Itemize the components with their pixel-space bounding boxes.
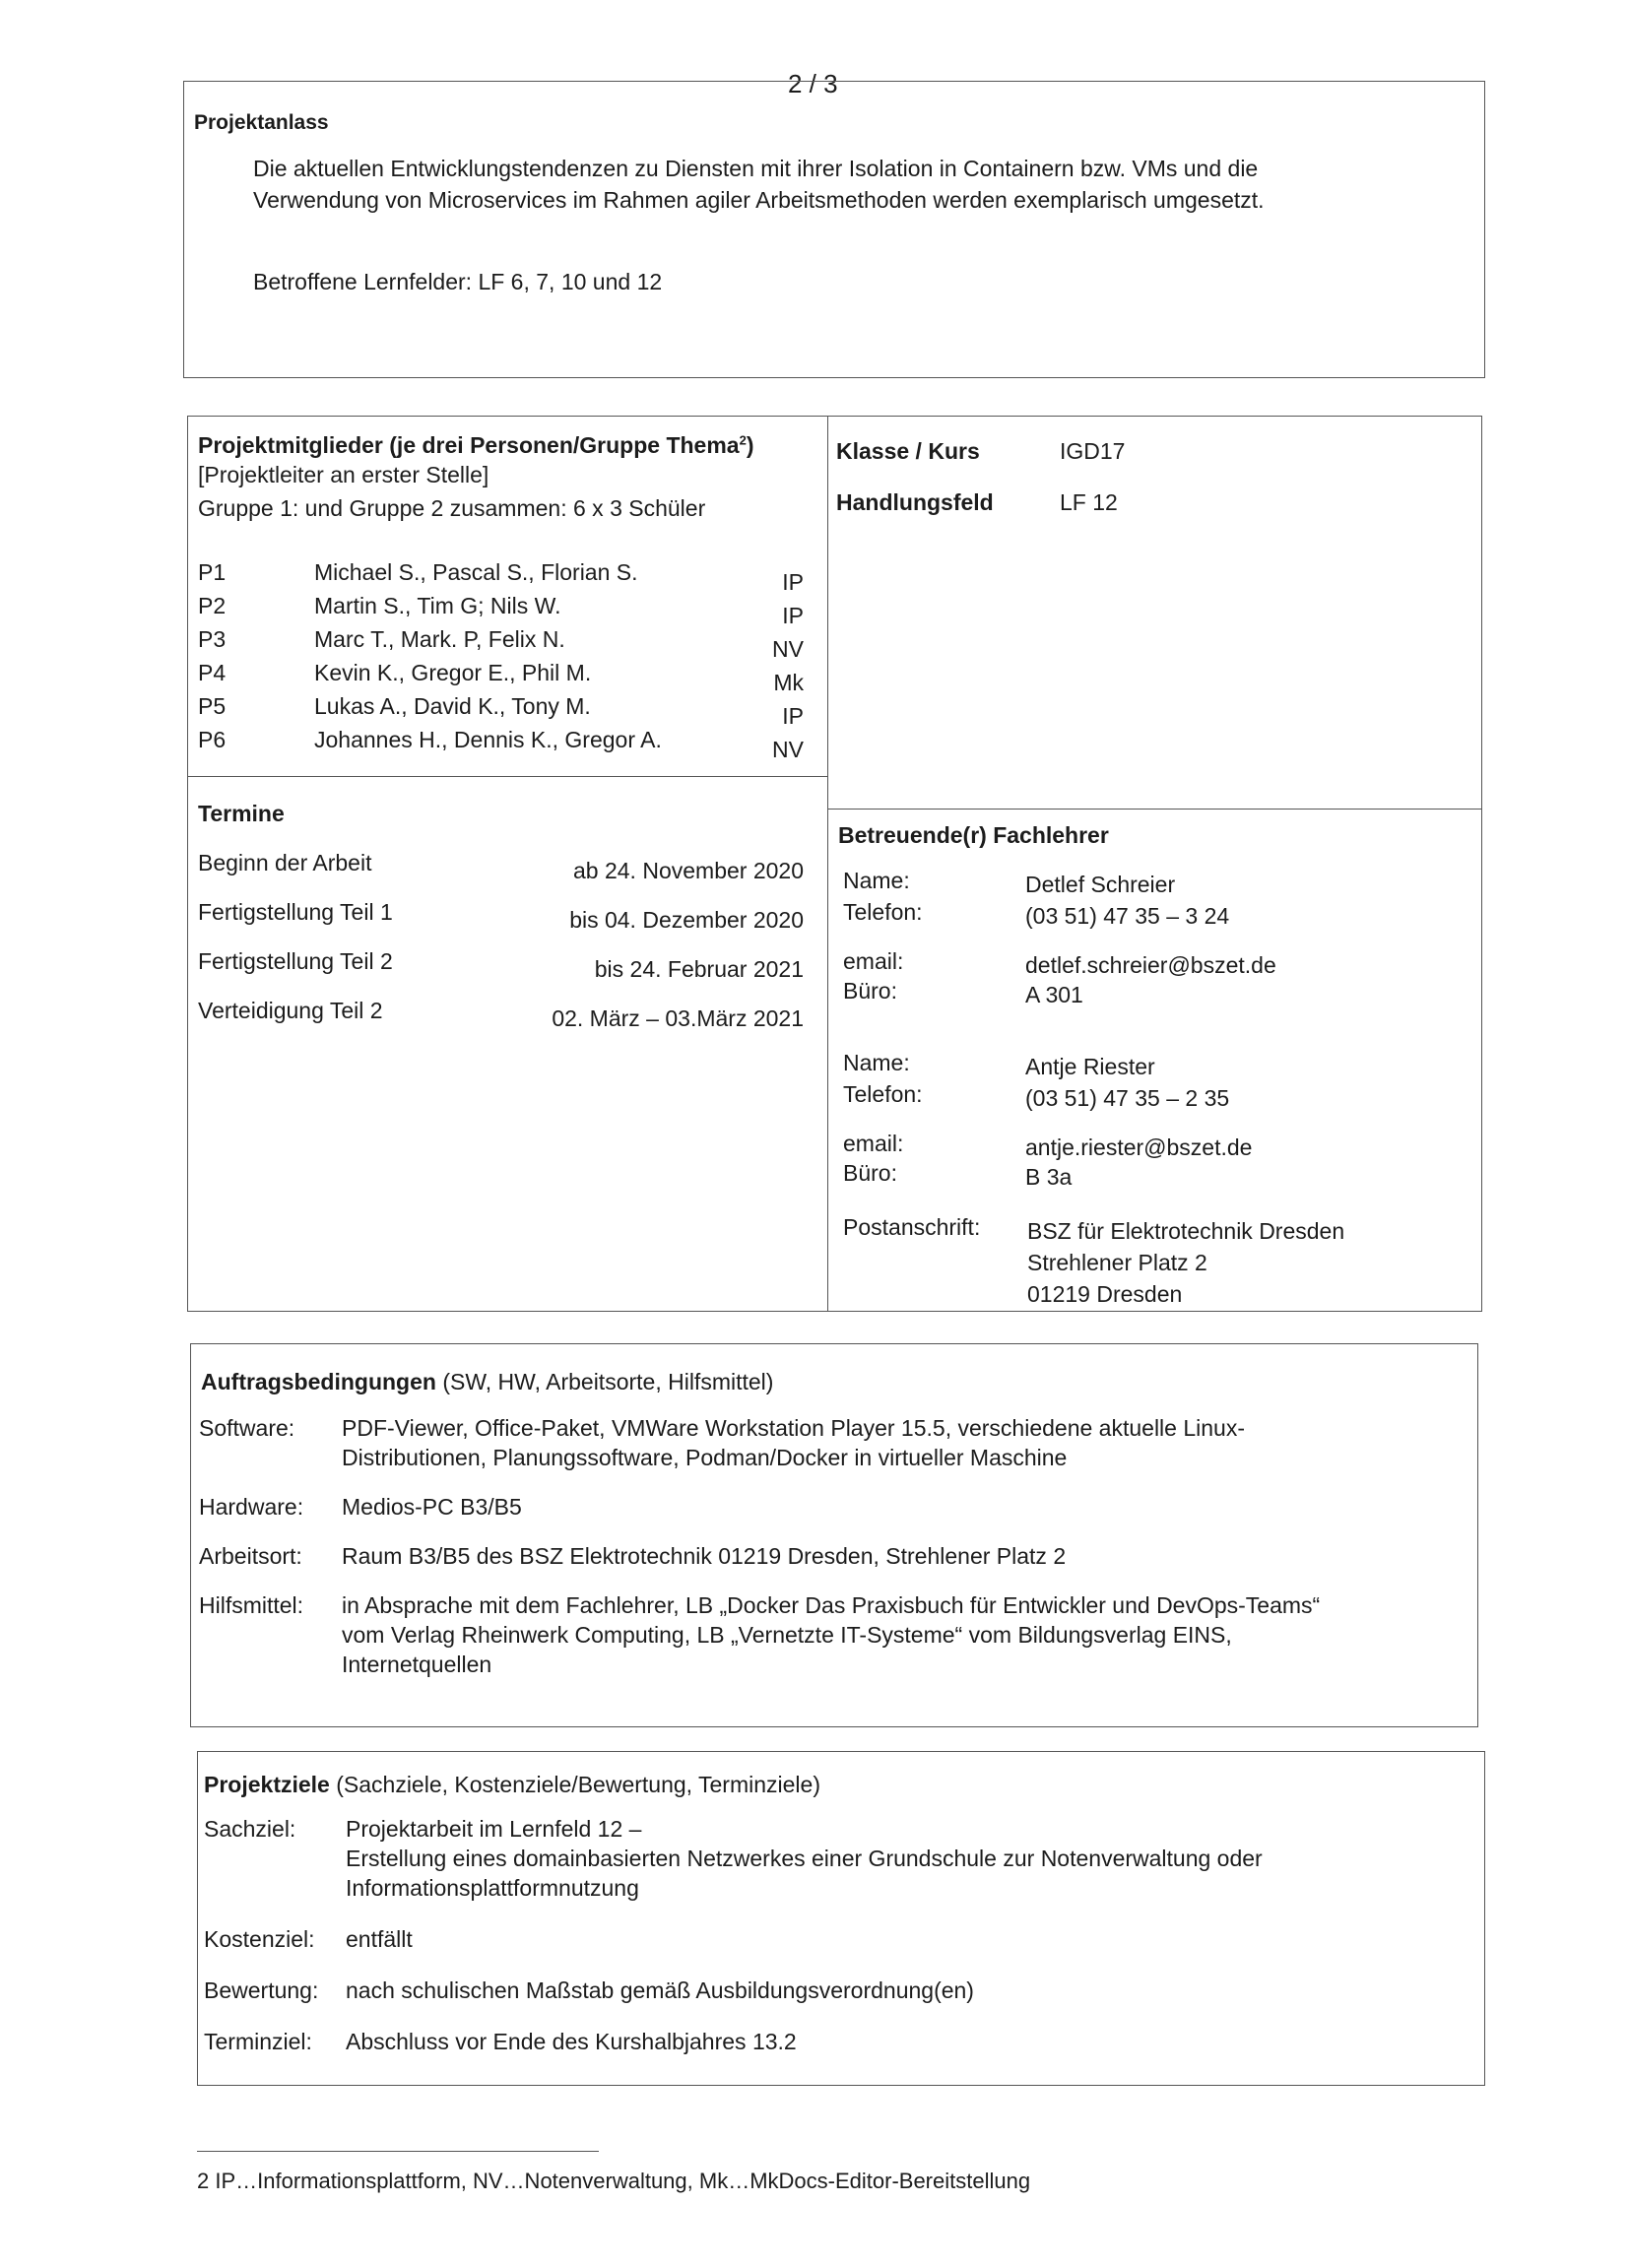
projekt-info-section: [187, 416, 1482, 1312]
teacher-email: antje.riester@bszet.de: [1025, 1134, 1253, 1160]
group-topic: IP: [782, 569, 804, 595]
group-names: Marc T., Mark. P, Felix N.: [314, 626, 565, 652]
group-names: Martin S., Tim G; Nils W.: [314, 593, 561, 618]
handlungsfeld-label: Handlungsfeld: [836, 489, 994, 515]
group-id: P4: [198, 660, 227, 685]
auftrag-heading: [201, 1369, 773, 1395]
ziele-row-label: Terminziel:: [204, 2029, 312, 2054]
auftrag-row-label: Hilfsmittel:: [199, 1592, 304, 1618]
ziele-row-label: Sachziel:: [204, 1816, 296, 1842]
auftrag-row-text: in Absprache mit dem Fachlehrer, LB „Docker Das Praxisbuch für Entwickler und DevOps-Teams“: [342, 1592, 1321, 1618]
auftrag-row-text: PDF-Viewer, Office-Paket, VMWare Workstation Player 15.5, verschiedene aktuelle Linux-: [342, 1415, 1245, 1441]
group-topic: IP: [782, 703, 804, 729]
postanschrift-line: 01219 Dresden: [1027, 1281, 1183, 1307]
auftrag-row-text: Distributionen, Planungssoftware, Podman/Docker in virtueller Maschine: [342, 1445, 1068, 1470]
auftrag-row-text: Medios-PC B3/B5: [342, 1494, 522, 1520]
teacher-name: Detlef Schreier: [1025, 872, 1176, 897]
teacher-name-label: Name:: [843, 1050, 910, 1075]
klasse-label: Klasse / Kurs: [836, 438, 980, 464]
ziele-heading: [204, 1772, 820, 1798]
teacher-email: detlef.schreier@bszet.de: [1025, 952, 1276, 978]
ziele-row-label: Kostenziel:: [204, 1926, 315, 1952]
projektanlass-section: [183, 81, 1485, 378]
ziele-heading-rest: (Sachziele, Kostenziele/Bewertung, Terminziele): [329, 1772, 820, 1797]
auftrag-row-label: Arbeitsort:: [199, 1543, 302, 1569]
postanschrift-label: Postanschrift:: [843, 1214, 981, 1240]
ziele-row-text: nach schulischen Maßstab gemäß Ausbildungsverordnung(en): [346, 1977, 974, 2003]
auftrag-row-label: Hardware:: [199, 1494, 304, 1520]
klasse-value: IGD17: [1060, 438, 1126, 464]
auftrag-row-label: Software:: [199, 1415, 295, 1441]
footnote-separator: [197, 2151, 599, 2152]
page-number: 2 / 3: [788, 69, 838, 98]
auftrag-heading-rest: (SW, HW, Arbeitsorte, Hilfsmittel): [435, 1369, 774, 1394]
termin-label: Fertigstellung Teil 2: [198, 948, 393, 974]
termin-value: bis 24. Februar 2021: [594, 956, 804, 982]
termin-value: bis 04. Dezember 2020: [569, 907, 804, 933]
teacher-buero-label: Büro:: [843, 1160, 897, 1186]
termin-label: Verteidigung Teil 2: [198, 998, 383, 1023]
teacher-buero: A 301: [1025, 982, 1083, 1007]
group-topic: NV: [772, 636, 804, 662]
teacher-name-label: Name:: [843, 868, 910, 893]
mitglieder-heading: [198, 432, 754, 459]
teacher-telefon: (03 51) 47 35 – 3 24: [1025, 903, 1230, 929]
group-topic: IP: [782, 603, 804, 628]
ziele-row-text: Erstellung eines domainbasierten Netzwerkes einer Grundschule zur Notenverwaltung oder: [346, 1846, 1263, 1871]
footnote: 2 IP…Informationsplattform, NV…Notenverwaltung, Mk…MkDocs-Editor-Bereitstellung: [197, 2169, 1031, 2193]
teacher-telefon-label: Telefon:: [843, 1081, 923, 1107]
teacher-buero-label: Büro:: [843, 978, 897, 1004]
group-id: P6: [198, 727, 227, 752]
termine-divider-left: [188, 776, 827, 777]
mitglieder-heading-end: ): [746, 432, 754, 458]
auftrag-heading-bold: Auftragsbedingungen: [201, 1369, 436, 1394]
ziele-row-label: Bewertung:: [204, 1977, 319, 2003]
ziele-row-text: Informationsplattformnutzung: [346, 1875, 639, 1901]
fachlehrer-heading: Betreuende(r) Fachlehrer: [838, 822, 1109, 848]
group-id: P2: [198, 593, 227, 618]
termin-label: Beginn der Arbeit: [198, 850, 372, 875]
group-id: P5: [198, 693, 227, 719]
group-topic: NV: [772, 737, 804, 762]
auftrag-row-text: Internetquellen: [342, 1652, 492, 1677]
ziele-row-text: entfällt: [346, 1926, 413, 1952]
group-names: Lukas A., David K., Tony M.: [314, 693, 591, 719]
group-names: Kevin K., Gregor E., Phil M.: [314, 660, 592, 685]
footnote-ref: 2: [739, 432, 747, 448]
teacher-telefon-label: Telefon:: [843, 899, 923, 925]
group-names: Michael S., Pascal S., Florian S.: [314, 559, 638, 585]
auftrag-row-text: Raum B3/B5 des BSZ Elektrotechnik 01219 Dresden, Strehlener Platz 2: [342, 1543, 1067, 1569]
ziele-row-text: Projektarbeit im Lernfeld 12 –: [346, 1816, 642, 1842]
ziele-row-text: Abschluss vor Ende des Kurshalbjahres 13.2: [346, 2029, 797, 2054]
mitglieder-subline-1: [Projektleiter an erster Stelle]: [198, 462, 489, 487]
teacher-email-label: email:: [843, 948, 904, 974]
group-topic: Mk: [773, 670, 804, 695]
teacher-telefon: (03 51) 47 35 – 2 35: [1025, 1085, 1230, 1111]
projektanlass-heading: Projektanlass: [194, 111, 329, 134]
termin-label: Fertigstellung Teil 1: [198, 899, 393, 925]
termin-value: ab 24. November 2020: [573, 858, 804, 883]
group-names: Johannes H., Dennis K., Gregor A.: [314, 727, 662, 752]
fachlehrer-divider-right: [827, 809, 1481, 810]
projektanlass-text-1: Die aktuellen Entwicklungstendenzen zu Diensten mit ihrer Isolation in Containern bzw. VMs und die: [253, 156, 1259, 181]
teacher-buero: B 3a: [1025, 1164, 1073, 1190]
group-id: P3: [198, 626, 227, 652]
auftrag-row-text: vom Verlag Rheinwerk Computing, LB „Vernetzte IT-Systeme“ vom Bildungsverlag EINS,: [342, 1622, 1232, 1648]
termin-value: 02. März – 03.März 2021: [552, 1005, 804, 1031]
teacher-name: Antje Riester: [1025, 1054, 1155, 1079]
projektziele-section: [197, 1751, 1485, 2086]
termine-heading: Termine: [198, 801, 285, 826]
teacher-email-label: email:: [843, 1131, 904, 1156]
auftragsbedingungen-section: [190, 1343, 1478, 1727]
mitglieder-heading-text: Projektmitglieder (je drei Personen/Gruppe Thema: [198, 432, 740, 458]
postanschrift-line: Strehlener Platz 2: [1027, 1250, 1207, 1275]
column-divider: [827, 417, 828, 1311]
postanschrift-line: BSZ für Elektrotechnik Dresden: [1027, 1218, 1345, 1244]
lernfelder: Betroffene Lernfelder: LF 6, 7, 10 und 12: [253, 269, 663, 294]
mitglieder-subline-2: Gruppe 1: und Gruppe 2 zusammen: 6 x 3 Schüler: [198, 495, 706, 521]
projektanlass-text-2: Verwendung von Microservices im Rahmen agiler Arbeitsmethoden werden exemplarisch umgesetzt.: [253, 187, 1265, 213]
handlungsfeld-value: LF 12: [1060, 489, 1118, 515]
ziele-heading-bold: Projektziele: [204, 1772, 330, 1797]
group-id: P1: [198, 559, 227, 585]
